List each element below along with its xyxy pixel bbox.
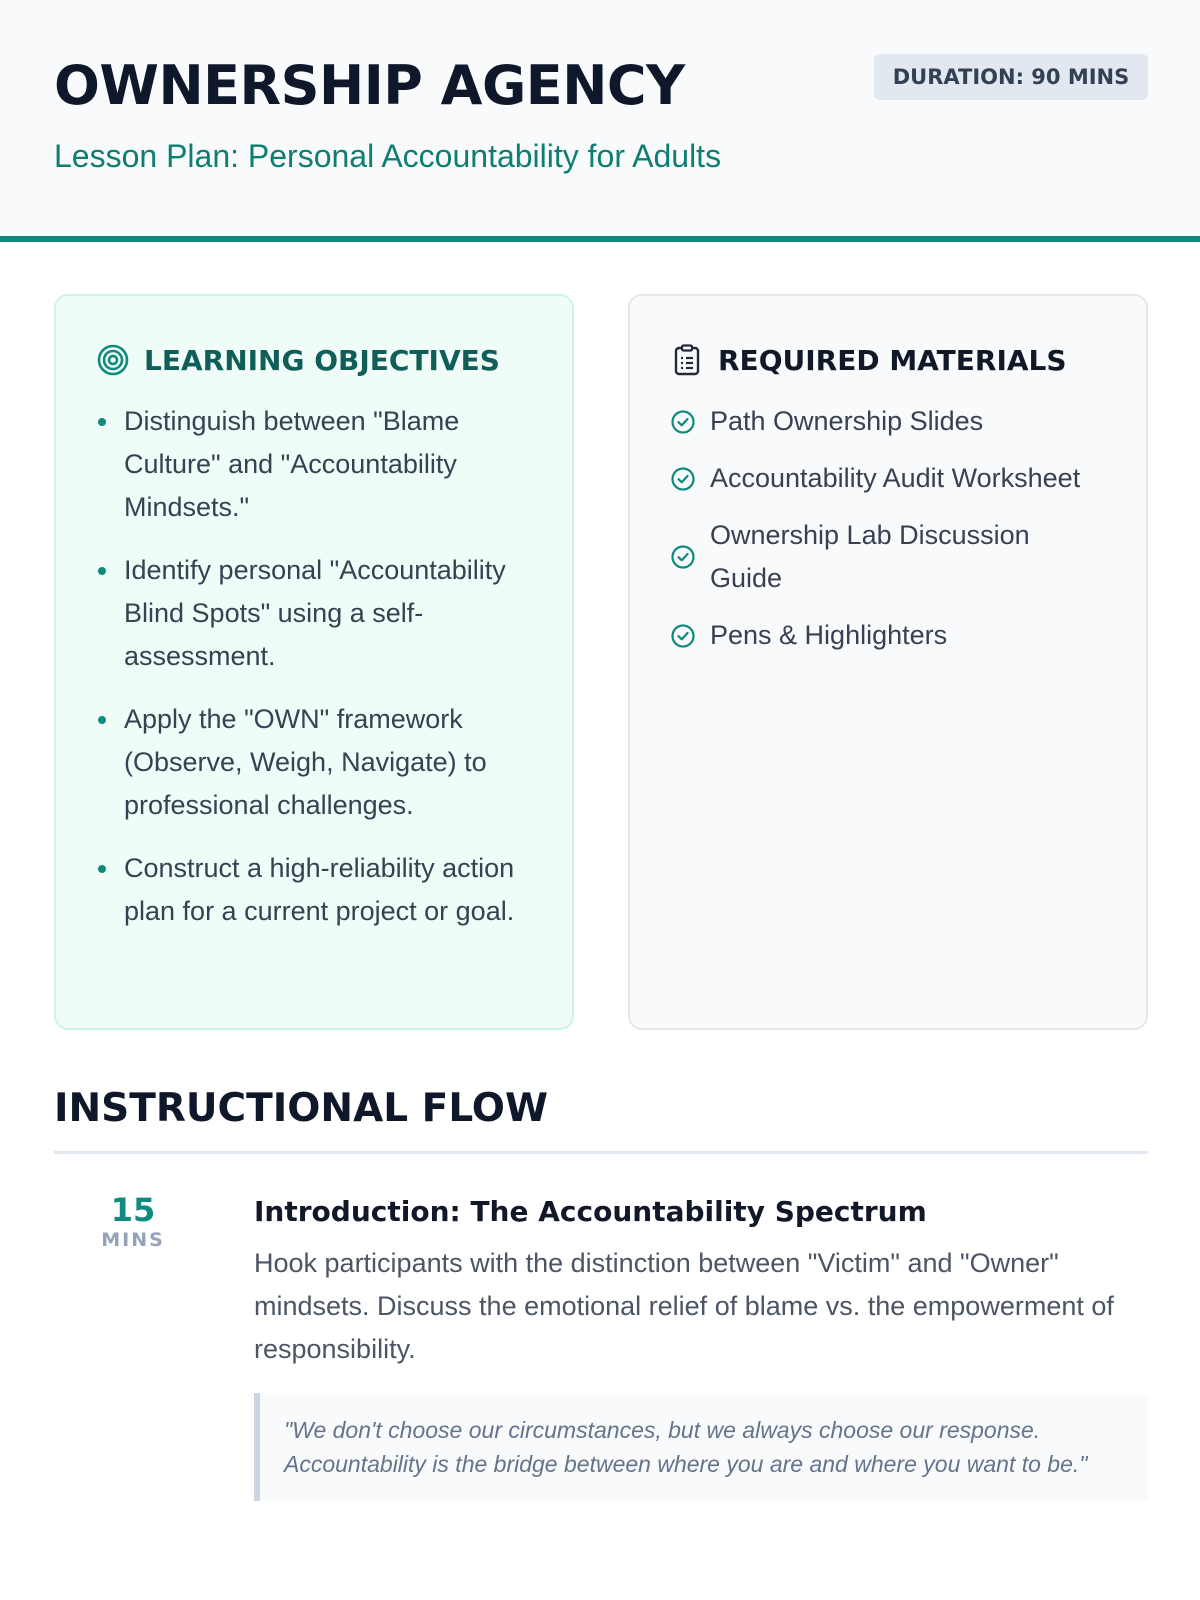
learning-objectives-header [96, 340, 532, 380]
bullet-dot [98, 716, 106, 724]
material-item [670, 614, 1106, 657]
step-description: Hook participants with the distinction between "Victim" and "Owner" mindsets. Discuss the emotional relief of blame vs. the empowerment of responsibility. [254, 1248, 1114, 1364]
objective-item [96, 847, 532, 933]
check-circle-icon [670, 466, 696, 492]
duration-badge: DURATION: 90 MINS [874, 54, 1148, 100]
objective-item [96, 400, 532, 529]
objective-text: Construct a high-reliability action plan for a current project or goal. [124, 853, 515, 926]
objective-text: Apply the "OWN" framework (Observe, Weigh, Navigate) to professional challenges. [124, 704, 487, 820]
materials-list [670, 400, 1106, 657]
clipboard-icon [670, 343, 704, 377]
check-circle-icon [670, 623, 696, 649]
step-title: Introduction: The Accountability Spectrum [254, 1195, 927, 1228]
page-subtitle: Lesson Plan: Personal Accountability for Adults [54, 138, 722, 174]
instructional-flow-title: INSTRUCTIONAL FLOW [54, 1086, 548, 1131]
material-text: Pens & Highlighters [710, 620, 948, 650]
bullet-dot [98, 567, 106, 575]
step-quote: "We don't choose our circumstances, but we always choose our response. Accountability is the bridge between where you are and where you want to be." [254, 1393, 1148, 1501]
required-materials-title: REQUIRED MATERIALS [718, 343, 1067, 377]
material-item [670, 400, 1106, 443]
step-minutes: 15 [110, 1191, 156, 1229]
step-minutes-unit: MINS [101, 1229, 165, 1251]
objective-text: Identify personal "Accountability Blind Spots" using a self-assessment. [124, 555, 506, 671]
bullet-dot [98, 418, 106, 426]
objective-text: Distinguish between "Blame Culture" and "Accountability Mindsets." [124, 406, 460, 522]
required-materials-card [628, 294, 1148, 1030]
required-materials-header [670, 340, 1106, 380]
page-header [0, 0, 1200, 242]
material-item [670, 514, 1106, 600]
objective-item [96, 549, 532, 678]
material-text: Ownership Lab Discussion Guide [710, 520, 1030, 593]
step-body [254, 1192, 1148, 1501]
objective-item [96, 698, 532, 827]
learning-objectives-card [54, 294, 574, 1030]
section-divider [54, 1151, 1148, 1154]
target-icon [96, 343, 130, 377]
material-text: Accountability Audit Worksheet [710, 463, 1081, 493]
page-title: OWNERSHIP AGENCY [54, 54, 685, 117]
step-duration [54, 1192, 212, 1252]
material-item [670, 457, 1106, 500]
objectives-list [96, 400, 532, 933]
material-text: Path Ownership Slides [710, 406, 984, 436]
check-circle-icon [670, 544, 696, 570]
learning-objectives-title: LEARNING OBJECTIVES [144, 343, 500, 377]
check-circle-icon [670, 409, 696, 435]
bullet-dot [98, 865, 106, 873]
